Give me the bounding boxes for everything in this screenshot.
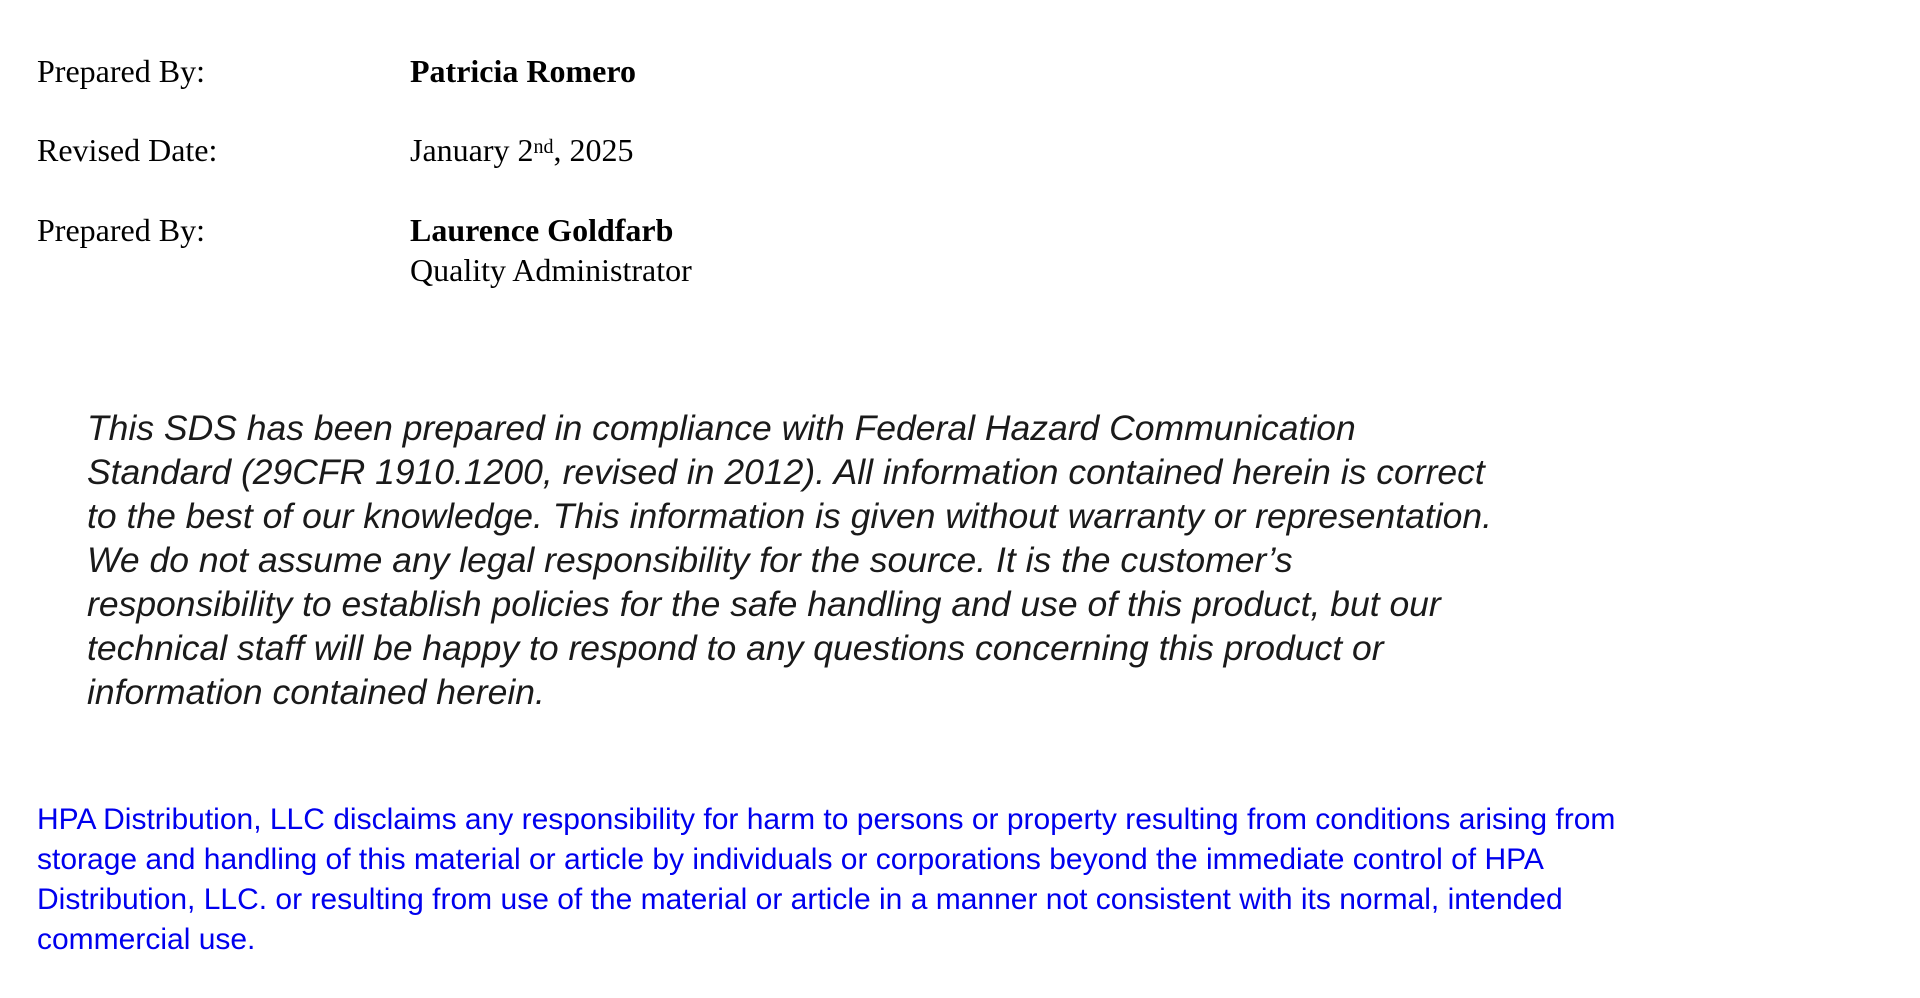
revised-date-value [410,130,634,170]
disclaimer-line: technical staff will be happy to respond to any questions concerning this product or [87,628,1384,668]
revised-date-month-day: January 2 [410,132,534,168]
liability-line: HPA Distribution, LLC disclaims any responsibility for harm to persons or property resulting from conditions arising from [37,803,1616,836]
liability-line: Distribution, LLC. or resulting from use of the material or article in a manner not consistent with its normal, intended [37,883,1563,916]
revised-date-ordinal: nd [533,136,554,159]
preparer-name: Laurence Goldfarb [410,212,674,248]
liability-line: storage and handling of this material or article by individuals or corporations beyond the immediate control of HPA [37,843,1544,876]
disclaimer-line: information contained herein. [87,672,545,712]
disclaimer-line: This SDS has been prepared in compliance with Federal Hazard Communication [87,408,1356,448]
preparer-title: Quality Administrator [410,252,692,288]
disclaimer-line: responsibility to establish policies for the safe handling and use of this product, but our [87,584,1441,624]
sds-compliance-disclaimer [87,406,1727,714]
disclaimer-line: Standard (29CFR 1910.1200, revised in 2012). All information contained herein is correct [87,452,1485,492]
revised-date-year: , 2025 [553,132,634,168]
disclaimer-line: We do not assume any legal responsibility for the source. It is the customer’s [87,540,1293,580]
liability-statement [37,800,1897,960]
prepared-by-label: Prepared By: [37,212,205,248]
prepared-by-label: Prepared By: [37,53,205,89]
preparer-name: Patricia Romero [410,53,636,89]
liability-line: commercial use. [37,923,256,956]
disclaimer-line: to the best of our knowledge. This information is given without warranty or representation. [87,496,1492,536]
revised-date-label: Revised Date: [37,132,218,168]
